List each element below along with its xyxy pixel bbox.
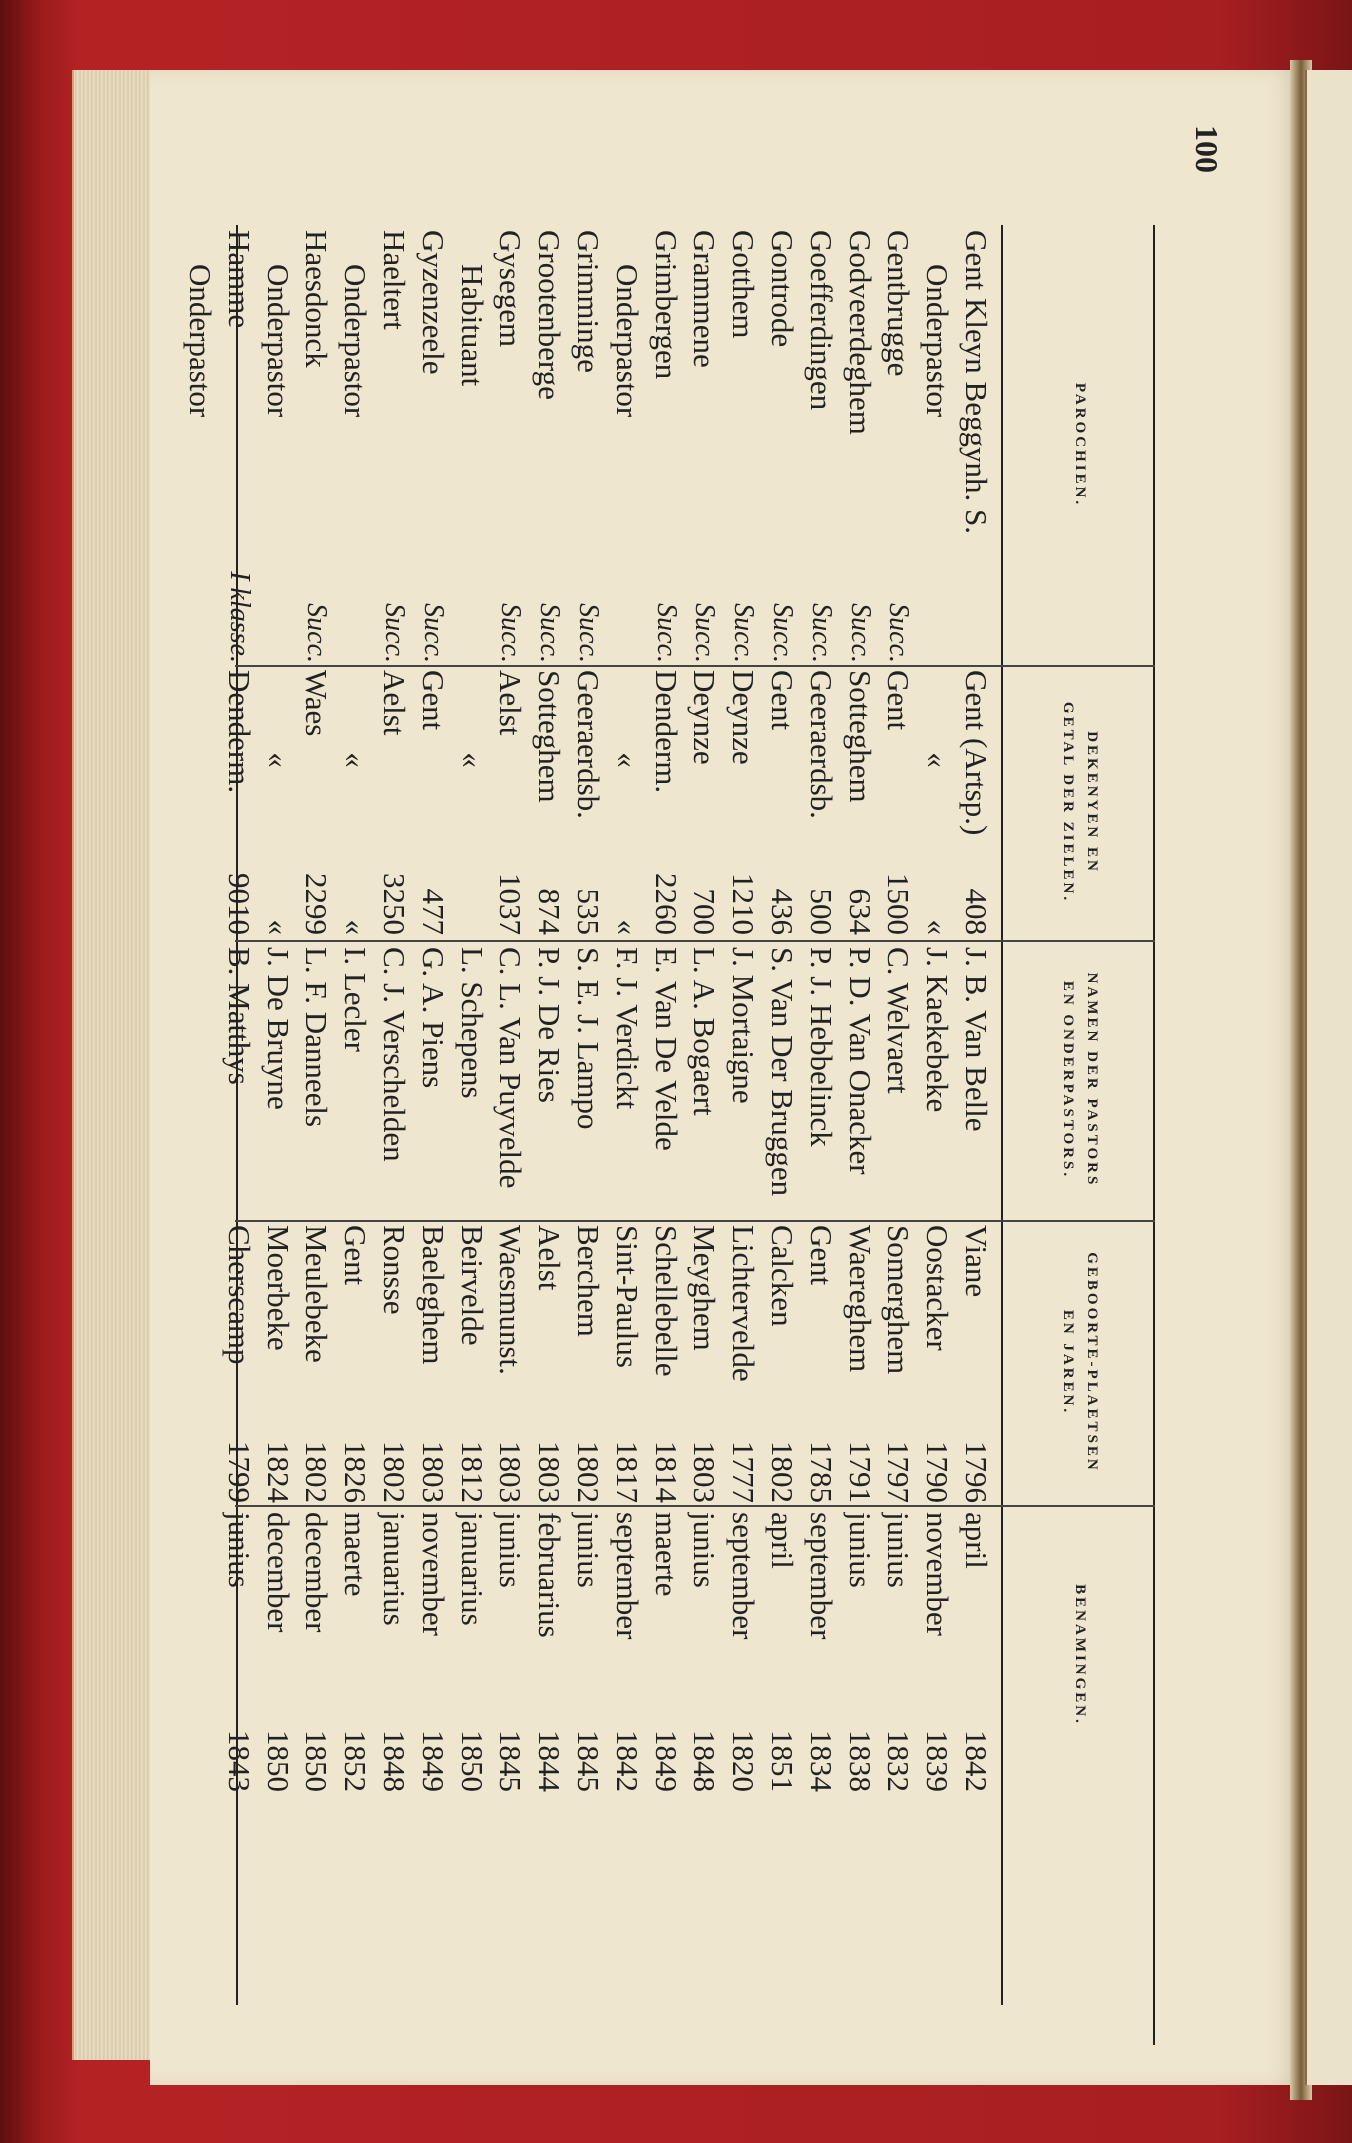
table-row <box>568 225 607 2045</box>
birthplace-cell: Waereghem <box>842 1225 878 1373</box>
birthplace-cell: Baeleghem <box>415 1225 451 1365</box>
month-cell: november <box>415 1512 451 1636</box>
birthplace-cell: Lichtervelde <box>726 1225 762 1382</box>
parish-cell: Grimminge <box>571 230 606 373</box>
birthplace-cell: Somerghem <box>881 1225 917 1375</box>
parish-cell: Grootenberge <box>532 230 568 400</box>
succ-cell: Succ. <box>844 603 876 663</box>
pastor-name-cell: C. Welvaert <box>881 947 917 1094</box>
year-cell: 1842 <box>609 1730 645 1792</box>
birthplace-cell: Cherscamp <box>221 1225 257 1365</box>
parish-cell: Onderpastor <box>338 264 374 418</box>
parish-table <box>183 125 1225 2045</box>
table-row <box>219 225 258 2045</box>
table-row <box>685 225 724 2045</box>
year-cell: 1850 <box>299 1730 335 1792</box>
birthplace-cell: Schellebelle <box>648 1225 684 1377</box>
birthplace-cell: Moerbeke <box>260 1225 296 1351</box>
pastor-name-cell: E. Van De Velde <box>648 947 684 1151</box>
table-row <box>374 225 413 2045</box>
header-geboorte: GEBOORTE-PLAETSEN EN JAREN. <box>1060 1252 1100 1473</box>
table-row <box>801 225 840 2045</box>
deken-cell: Gent <box>881 670 917 731</box>
birthyear-cell: 1802 <box>765 1441 800 1503</box>
zielen-cell: 9010 <box>221 873 257 935</box>
pastor-name-cell: J. Kaekebeke <box>920 947 956 1113</box>
month-cell: februarius <box>532 1512 568 1638</box>
zielen-cell: 477 <box>415 888 451 935</box>
pastor-name-cell: P. D. Van Onacker <box>842 947 878 1175</box>
table-row <box>840 225 879 2045</box>
deken-cell: Geeraerdsb. <box>571 670 606 819</box>
pastor-name-cell: F. J. Verdickt <box>609 947 645 1110</box>
birthplace-cell: Ronsse <box>377 1225 412 1315</box>
birthplace-cell: Oostacker <box>920 1225 956 1351</box>
facing-page-edge <box>1305 70 1352 2085</box>
zielen-cell: « <box>609 919 645 935</box>
parish-cell: Godveerdeghem <box>842 230 878 435</box>
deken-cell: Aelst <box>377 670 412 736</box>
year-cell: 1845 <box>571 1730 606 1792</box>
year-cell: 1848 <box>377 1730 412 1792</box>
deken-cell: Waes <box>299 670 335 737</box>
year-cell: 1849 <box>648 1730 684 1792</box>
birthyear-cell: 1803 <box>687 1441 723 1503</box>
header-dekenyen: DEKENYEN EN GETAL DER ZIELEN. <box>1060 701 1100 904</box>
month-cell: september <box>726 1512 762 1640</box>
birthyear-cell: 1796 <box>959 1441 994 1503</box>
birthyear-cell: 1817 <box>609 1441 645 1503</box>
succ-cell: Succ. <box>767 603 798 663</box>
birthyear-cell: 1790 <box>920 1441 956 1503</box>
month-cell: januarius <box>454 1512 490 1626</box>
deken-cell: « <box>338 752 374 768</box>
zielen-cell: 634 <box>842 888 878 935</box>
deken-cell: Sotteghem <box>532 670 568 803</box>
month-cell: april <box>959 1512 994 1569</box>
pastor-name-cell: L. Schepens <box>454 947 490 1099</box>
pastor-name-cell: I. Lecler <box>338 947 374 1052</box>
deken-cell: « <box>920 752 956 768</box>
pastor-name-cell: P. J. Hebbelinck <box>803 947 839 1147</box>
month-cell: junius <box>221 1512 257 1588</box>
table-row <box>956 225 995 2045</box>
zielen-cell: 2260 <box>648 873 684 935</box>
year-cell: 1834 <box>803 1730 839 1792</box>
header-bottom-rule <box>1001 225 1003 2005</box>
month-cell: junius <box>881 1512 917 1588</box>
birthyear-cell: 1799 <box>221 1441 257 1503</box>
year-cell: 1848 <box>687 1730 723 1792</box>
succ-cell: Succ. <box>417 603 449 663</box>
pastor-name-cell: J. Mortaigne <box>726 947 762 1104</box>
table-row <box>607 225 646 2045</box>
year-cell: 1849 <box>415 1730 451 1792</box>
parish-cell: Hamme <box>221 230 257 329</box>
table-row <box>297 225 336 2045</box>
zielen-cell: 408 <box>959 888 994 935</box>
year-cell: 1832 <box>881 1730 917 1792</box>
succ-cell: I klasse. <box>223 571 255 663</box>
deken-cell: « <box>260 752 296 768</box>
birthyear-cell: 1802 <box>377 1441 412 1503</box>
zielen-cell: « <box>338 919 374 935</box>
deken-cell: Sotteghem <box>842 670 878 803</box>
birthplace-cell: Aelst <box>532 1225 568 1291</box>
year-cell: 1850 <box>260 1730 296 1792</box>
birthyear-cell: 1777 <box>726 1441 762 1503</box>
parish-cell: Habituant <box>454 264 490 387</box>
table-row <box>762 225 801 2045</box>
succ-cell: Succ. <box>534 603 566 663</box>
birthyear-cell: 1812 <box>454 1441 490 1503</box>
parish-cell: Onderpastor <box>609 264 645 418</box>
parish-cell: Haeltert <box>377 230 412 330</box>
month-cell: januarius <box>377 1512 412 1626</box>
table-row <box>258 225 297 2045</box>
year-cell: 1839 <box>920 1730 956 1792</box>
pastor-name-cell: P. J. De Ries <box>532 947 568 1103</box>
zielen-cell: 2299 <box>299 873 335 935</box>
zielen-cell: 3250 <box>377 873 412 935</box>
parish-cell: Haesdonck <box>299 230 335 368</box>
deken-cell: Geeraerdsb. <box>803 670 839 819</box>
birthplace-cell: Beirvelde <box>454 1225 490 1346</box>
zielen-cell: 436 <box>765 888 800 935</box>
parish-cell: Onderpastor <box>260 264 296 418</box>
succ-cell: Succ. <box>301 603 333 663</box>
parish-cell: Gotthem <box>726 230 762 339</box>
zielen-cell: 700 <box>687 888 723 935</box>
deken-cell: Gent (Artsp.) <box>959 670 994 836</box>
birthplace-cell: Sint-Paulus <box>609 1225 645 1368</box>
deken-cell: « <box>454 752 490 768</box>
deken-cell: Aelst <box>493 670 529 736</box>
year-cell: 1852 <box>338 1730 374 1792</box>
header-parochien: PAROCHIEN. <box>1072 382 1088 508</box>
table-row <box>879 225 918 2045</box>
succ-cell: Succ. <box>495 603 527 663</box>
birthplace-cell: Berchem <box>571 1225 606 1337</box>
table-row <box>529 225 568 2045</box>
zielen-cell: 500 <box>803 888 839 935</box>
deken-cell: Deynze <box>726 670 762 765</box>
zielen-cell: « <box>260 919 296 935</box>
birthyear-cell: 1785 <box>803 1441 839 1503</box>
pastor-name-cell: J. B. Van Belle <box>959 947 994 1132</box>
zielen-cell: 535 <box>571 888 606 935</box>
deken-cell: Denderm. <box>221 670 257 794</box>
month-cell: september <box>609 1512 645 1640</box>
table-row <box>917 225 956 2045</box>
parish-cell: Gent Kleyn Beggynh. S. <box>959 230 994 534</box>
succ-cell: Succ. <box>379 603 410 663</box>
zielen-cell: 1500 <box>881 873 917 935</box>
year-cell: 1850 <box>454 1730 490 1792</box>
succ-cell: Succ. <box>689 603 721 663</box>
zielen-cell: « <box>920 919 956 935</box>
header-namen: NAMEN DER PASTORS EN ONDERPASTORS. <box>1060 972 1100 1188</box>
pastor-name-cell: G. A. Piens <box>415 947 451 1089</box>
month-cell: junius <box>571 1512 606 1588</box>
parish-cell: Gontrode <box>765 230 800 348</box>
month-cell: december <box>299 1512 335 1633</box>
month-cell: junius <box>842 1512 878 1588</box>
birthplace-cell: Gent <box>338 1225 374 1286</box>
birthyear-cell: 1803 <box>415 1441 451 1503</box>
table-row <box>452 225 491 2045</box>
header-benamingen: BENAMINGEN. <box>1072 1584 1088 1726</box>
birthyear-cell: 1803 <box>532 1441 568 1503</box>
pastor-name-cell: J. De Bruyne <box>260 947 296 1110</box>
year-cell: 1838 <box>842 1730 878 1792</box>
parish-cell: Gyzenzeele <box>415 230 451 375</box>
birthyear-cell: 1802 <box>299 1441 335 1503</box>
birthyear-cell: 1814 <box>648 1441 684 1503</box>
deken-cell: Deynze <box>687 670 723 765</box>
birthyear-cell: 1791 <box>842 1441 878 1503</box>
birthyear-cell: 1826 <box>338 1441 374 1503</box>
pastor-name-cell: S. Van Der Bruggen <box>765 947 800 1197</box>
month-cell: april <box>765 1512 800 1569</box>
birthplace-cell: Meulebeke <box>299 1225 335 1363</box>
succ-cell: Succ. <box>728 603 760 663</box>
deken-cell: Gent <box>765 670 800 731</box>
deken-cell: Denderm. <box>648 670 684 794</box>
month-cell: junius <box>687 1512 723 1588</box>
table-row <box>646 225 685 2045</box>
succ-cell: Succ. <box>573 603 604 663</box>
year-cell: 1845 <box>493 1730 529 1792</box>
year-cell: 1844 <box>532 1730 568 1792</box>
table-row <box>180 225 219 2045</box>
succ-cell: Succ. <box>650 603 682 663</box>
table-row <box>491 225 530 2045</box>
month-cell: maerte <box>338 1512 374 1597</box>
month-cell: november <box>920 1512 956 1636</box>
pastor-name-cell: C. L. Van Puyvelde <box>493 947 529 1189</box>
pastor-name-cell: L. A. Bogaert <box>687 947 723 1116</box>
birthyear-cell: 1803 <box>493 1441 529 1503</box>
birthplace-cell: Waesmunst. <box>493 1225 529 1375</box>
table-row <box>723 225 762 2045</box>
table-row <box>413 225 452 2045</box>
month-cell: junius <box>493 1512 529 1588</box>
year-cell: 1820 <box>726 1730 762 1792</box>
parish-cell: Gentbrugge <box>881 230 917 377</box>
birthyear-cell: 1797 <box>881 1441 917 1503</box>
year-cell: 1842 <box>959 1730 994 1792</box>
zielen-cell: 874 <box>532 888 568 935</box>
pastor-name-cell: S. E. J. Lampo <box>571 947 606 1130</box>
parish-cell: Grimbergen <box>648 230 684 380</box>
pastor-name-cell: L. F. Danneels <box>299 947 335 1128</box>
table-row <box>335 225 374 2045</box>
year-cell: 1843 <box>221 1730 257 1792</box>
month-cell: september <box>803 1512 839 1640</box>
parish-cell: Onderpastor <box>920 264 956 418</box>
birthyear-cell: 1824 <box>260 1441 296 1503</box>
birthplace-cell: Calcken <box>765 1225 800 1327</box>
deken-cell: « <box>609 752 645 768</box>
birthplace-cell: Meyghem <box>687 1225 723 1351</box>
pastor-name-cell: B. Matthys <box>221 947 257 1085</box>
parish-cell: Grammene <box>687 230 723 368</box>
birthyear-cell: 1802 <box>571 1441 606 1503</box>
parish-cell: Goefferdingen <box>803 230 839 411</box>
succ-cell: Succ. <box>805 603 837 663</box>
month-cell: december <box>260 1512 296 1633</box>
parish-cell: Onderpastor <box>183 264 218 418</box>
parish-cell: Gysegem <box>493 230 529 348</box>
birthplace-cell: Gent <box>803 1225 839 1286</box>
pastor-name-cell: C. J. Verschelden <box>377 947 412 1162</box>
month-cell: maerte <box>648 1512 684 1597</box>
page-number: 100 <box>1189 125 1225 173</box>
succ-cell: Succ. <box>883 603 915 663</box>
year-cell: 1851 <box>765 1730 800 1792</box>
zielen-cell: 1210 <box>726 873 762 935</box>
birthplace-cell: Viane <box>959 1225 994 1298</box>
deken-cell: Gent <box>415 670 451 731</box>
zielen-cell: 1037 <box>493 873 529 935</box>
